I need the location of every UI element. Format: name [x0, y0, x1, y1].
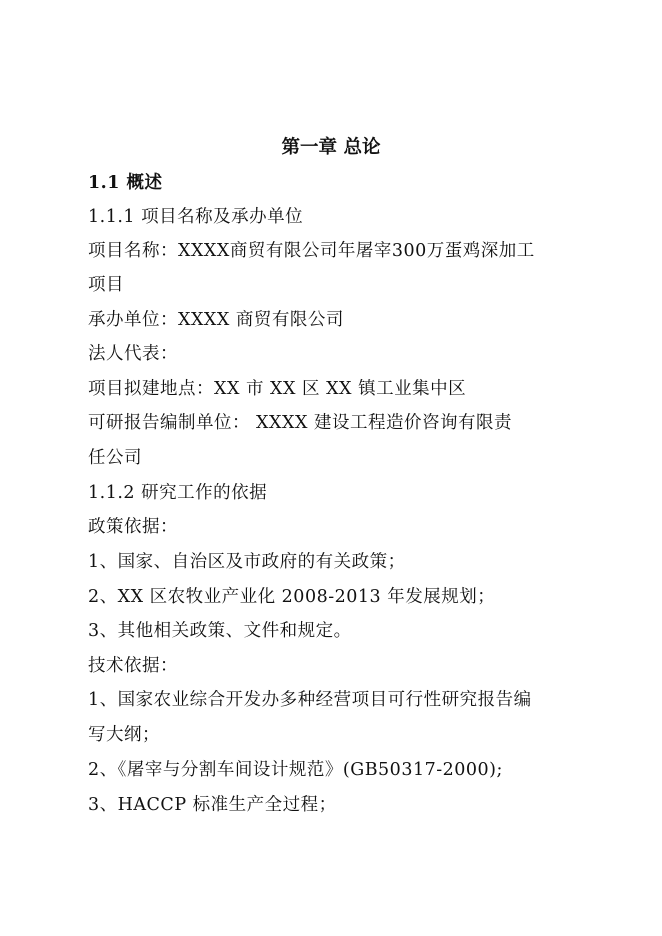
subsection-heading-1-1-1: 1.1.1 项目名称及承办单位	[88, 207, 304, 227]
project-site-line: 项目拟建地点：XX 市 XX 区 XX 镇工业集中区	[88, 379, 467, 399]
legal-representative-line: 法人代表：	[88, 344, 178, 364]
chapter-title: 第一章 总论	[281, 137, 381, 158]
policy-item-1: 1、国家、自治区及市政府的有关政策；	[88, 552, 406, 572]
subsection-heading-1-1-2: 1.1.2 研究工作的依据	[88, 483, 268, 503]
technical-item-2: 2、《屠宰与分割车间设计规范》(GB50317-2000);	[88, 760, 503, 780]
policy-item-3: 3、其他相关政策、文件和规定。	[88, 621, 352, 641]
technical-item-1-continuation: 写大纲；	[88, 725, 160, 745]
technical-basis-heading: 技术依据：	[88, 656, 178, 676]
project-name-continuation: 项目	[88, 275, 124, 295]
report-compiler-continuation: 任公司	[88, 448, 142, 468]
section-heading-1-1: 1.1 概述	[88, 173, 163, 193]
project-name-line: 项目名称：XXXX商贸有限公司年屠宰300万蛋鸡深加工	[88, 241, 535, 261]
policy-basis-heading: 政策依据：	[88, 517, 178, 537]
host-organization-line: 承办单位：XXXX 商贸有限公司	[88, 310, 344, 330]
technical-item-3: 3、HACCP 标准生产全过程；	[88, 795, 337, 815]
technical-item-1: 1、国家农业综合开发办多种经营项目可行性研究报告编	[88, 690, 532, 710]
report-compiler-line: 可研报告编制单位： XXXX 建设工程造价咨询有限责	[88, 413, 512, 433]
policy-item-2: 2、XX 区农牧业产业化 2008-2013 年发展规划；	[88, 587, 496, 607]
